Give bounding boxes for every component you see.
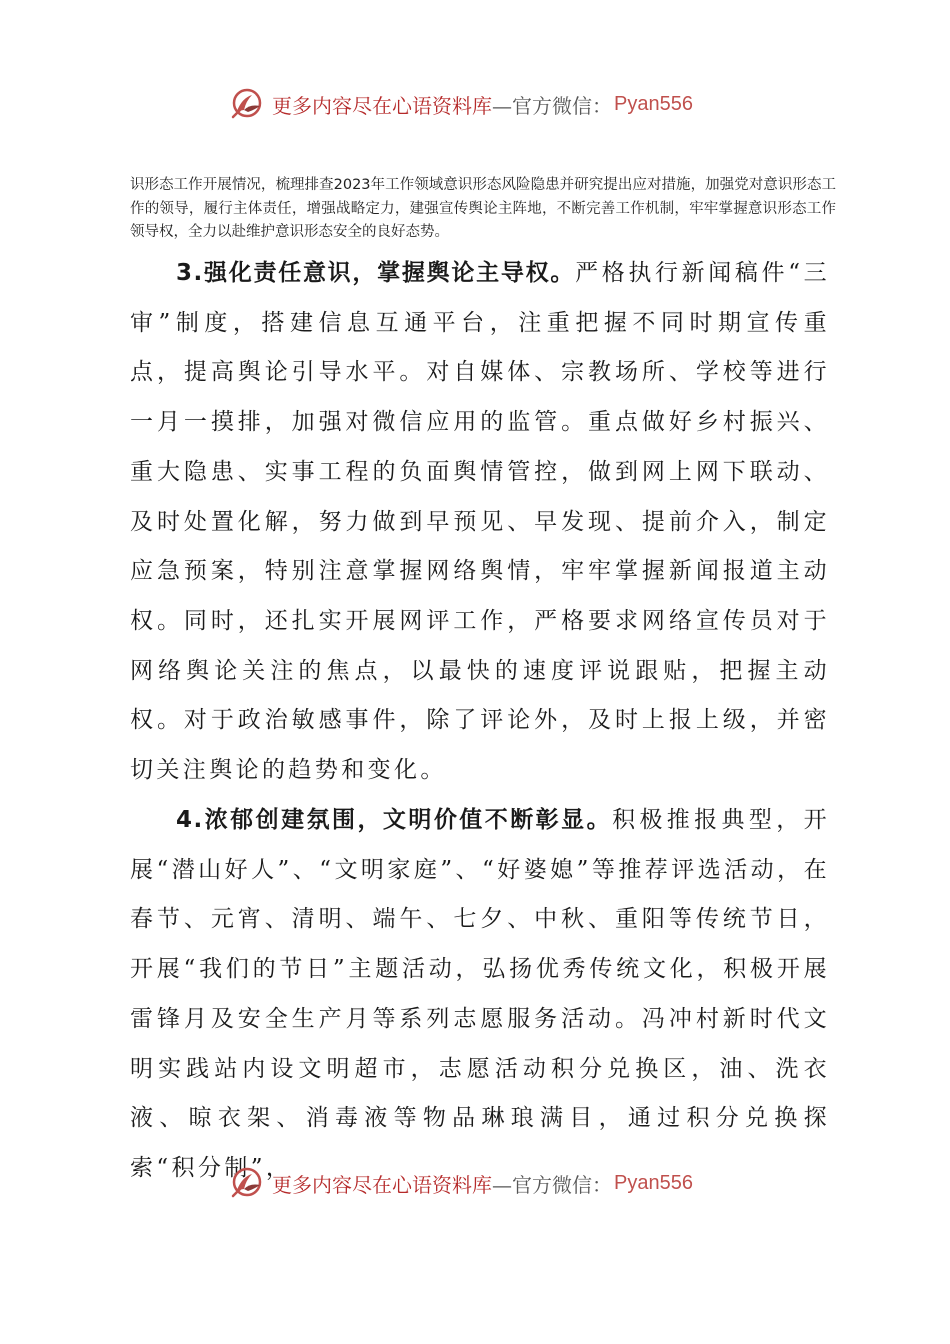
intro-paragraph (130, 174, 836, 245)
section-3-body: 严格执行新闻稿件“三审”制度，搭建信息互通平台，注重把握不同时期宣传重点，提高舆论引导水平。对自媒体、宗教场所、学校等进行一月一摸排，加强对微信应用的监管。重点做好乡村振兴、重大隐患、实事工程的负面舆情管控，做到网上网下联动、及时处置化解，努力做到早预见、早发现、提前介入，制定应急预案，特别注意掌握网络舆情，牢牢掌握新闻报道主动权。同时，还扎实开展网评工作，严格要求网络宣传员对于网络舆论关注的焦点，以最快的速度评说跟贴，把握主动权。对于政治敏感事件，除了评论外，及时上报上级，并密切关注舆论的趋势和变化。 (130, 260, 830, 784)
watermark-account-id: Pyan556 (614, 1171, 693, 1194)
brand-logo-icon (230, 86, 266, 122)
watermark-separator: —官方微信： (492, 1172, 612, 1197)
section-4-paragraph (130, 796, 830, 1194)
watermark-main-text: 更多内容尽在心语资料库 (272, 93, 492, 118)
section-4-heading: 4.浓郁创建氛围，文明价值不断彰显。 (176, 807, 613, 833)
watermark-banner-bottom (230, 1163, 750, 1203)
section-3-paragraph (130, 249, 830, 796)
watermark-separator: —官方微信： (492, 93, 612, 118)
section-4-body: 积极推报典型，开展“潜山好人”、“文明家庭”、“好婆媳”等推荐评选活动，在春节、元宵、清明、端午、七夕、中秋、重阳等传统节日，开展“我们的节日”主题活动，弘扬优秀传统文化，积极开展雷锋月及安全生产月等系列志愿服务活动。冯冲村新时代文明实践站内设文明超市，志愿活动积分兑换区，油、洗衣液、晾衣架、消毒液等物品琳琅满目，通过积分兑换探索“积分制”， (130, 807, 831, 1181)
watermark-banner-top (230, 84, 750, 124)
brand-logo-icon (230, 1165, 266, 1201)
section-3-heading: 3.强化责任意识，掌握舆论主导权。 (176, 260, 576, 286)
watermark-main-text: 更多内容尽在心语资料库 (272, 1172, 492, 1197)
watermark-account-id: Pyan556 (614, 92, 693, 115)
intro-paragraph-text: 识形态工作开展情况，梳理排查2023年工作领域意识形态风险隐患并研究提出应对措施，加强党对意识形态工作的领导，履行主体责任，增强战略定力，建强宣传舆论主阵地，不断完善工作机制，牢牢掌握意识形态工作领导权，全力以赴维护意识形态安全的良好态势。 (130, 177, 836, 240)
